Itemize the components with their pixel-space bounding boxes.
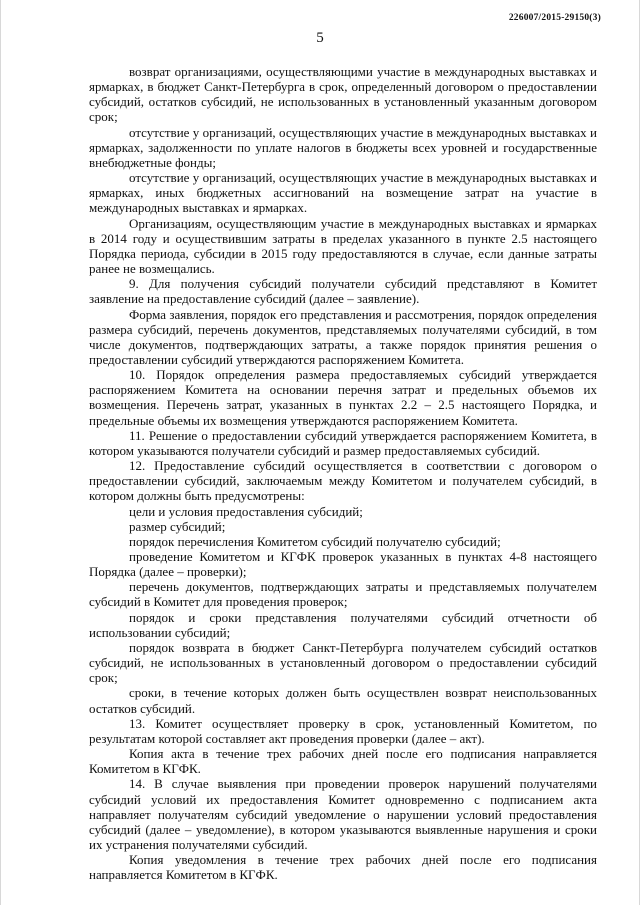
paragraph: отсутствие у организаций, осуществляющих участие в международных выставках и ярмарках, иных бюджетных ассигнований на возмещение затрат на участие в международных выставках и ярмарках. [89,170,597,216]
paragraph: порядок и сроки представления получателями субсидий отчетности об использовании субсидий; [89,609,597,640]
paragraph: 11. Решение о предоставлении субсидий утверждается распоряжением Комитета, в котором указываются получатели субсидий и размер предоставляемых субсидий. [89,427,597,458]
paragraph: отсутствие у организаций, осуществляющих участие в международных выставках и ярмарках, задолженности по уплате налогов в бюджеты всех уровней и государственные внебюджетные фонды; [89,124,597,170]
paragraph: проведение Комитетом и КГФК проверок указанных в пунктах 4-8 настоящего Порядка (далее – проверки); [89,549,597,580]
paragraph: 13. Комитет осуществляет проверку в срок, установленный Комитетом, по результатам которой составляет акт проведения проверки (далее – акт). [89,715,597,746]
paragraph: 14. В случае выявления при проведении проверок нарушений получателями субсидий условий их предоставления Комитет одновременно с подписанием акта направляет получателям субсидий уведомление о нарушении условий предоставления субсидий (далее – уведомление), в котором указываются выявленные нарушения и сроки их устранения получателями субсидий. [89,776,597,852]
paragraph: перечень документов, подтверждающих затраты и представляемых получателем субсидий в Комитет для проведения проверок; [89,579,597,610]
paragraph: порядок перечисления Комитетом субсидий получателю субсидий; [129,533,501,549]
paragraph: сроки, в течение которых должен быть осуществлен возврат неиспользованных остатков субсидий. [89,685,597,716]
document-number: 226007/2015-29150(3) [508,13,601,23]
paragraph: порядок возврата в бюджет Санкт-Петербурга получателем субсидий остатков субсидий, не использованных в установленный договором о предоставлении субсидий срок; [89,639,597,686]
paragraph: Копия акта в течение трех рабочих дней после его подписания направляется Комитетом в КГФК. [89,746,597,777]
document-body [89,64,597,882]
paragraph: Копия уведомления в течение трех рабочих дней после его подписания направляется Комитетом в КГФК. [89,852,597,883]
paragraph: размер субсидий; [129,518,226,534]
page-number: 5 [316,30,324,46]
paragraph: цели и условия предоставления субсидий; [129,503,363,519]
paragraph: 9. Для получения субсидий получатели субсидий представляют в Комитет заявление на предоставление субсидий (далее – заявление). [89,276,597,307]
paragraph: возврат организациями, осуществляющими участие в международных выставках и ярмарках, в бюджет Санкт-Петербурга в срок, определенный договором о предоставлении субсидий, остатков субсидий, не использованных в установленный указанным договором срок; [89,64,597,125]
paragraph: 10. Порядок определения размера предоставляемых субсидий утверждается распоряжением Комитета на основании перечня затрат и предельных объемов их возмещения. Перечень затрат, указанных в пунктах 2.2 – 2.5 настоящего Порядка, и предельные объемы их возмещения утверждаются распоряжением Комитета. [89,367,597,428]
paragraph: Форма заявления, порядок его представления и рассмотрения, порядок определения размера субсидий, перечень документов, представляемых получателями субсидий, в том числе документов, подтверждающих затраты, а также порядок принятия решения о предоставлении субсидий утверждаются распоряжением Комитета. [89,306,597,367]
paragraph: 12. Предоставление субсидий осуществляется в соответствии с договором о предоставлении субсидий, заключаемым между Комитетом и получателем субсидий, в котором должны быть предусмотрены: [89,458,597,504]
paragraph: Организациям, осуществляющим участие в международных выставках и ярмарках в 2014 году и осуществившим затраты в пределах указанного в пункте 2.5 настоящего Порядка периода, субсидии в 2015 году предоставляются в случае, если данные затраты ранее не возмещались. [89,215,597,277]
